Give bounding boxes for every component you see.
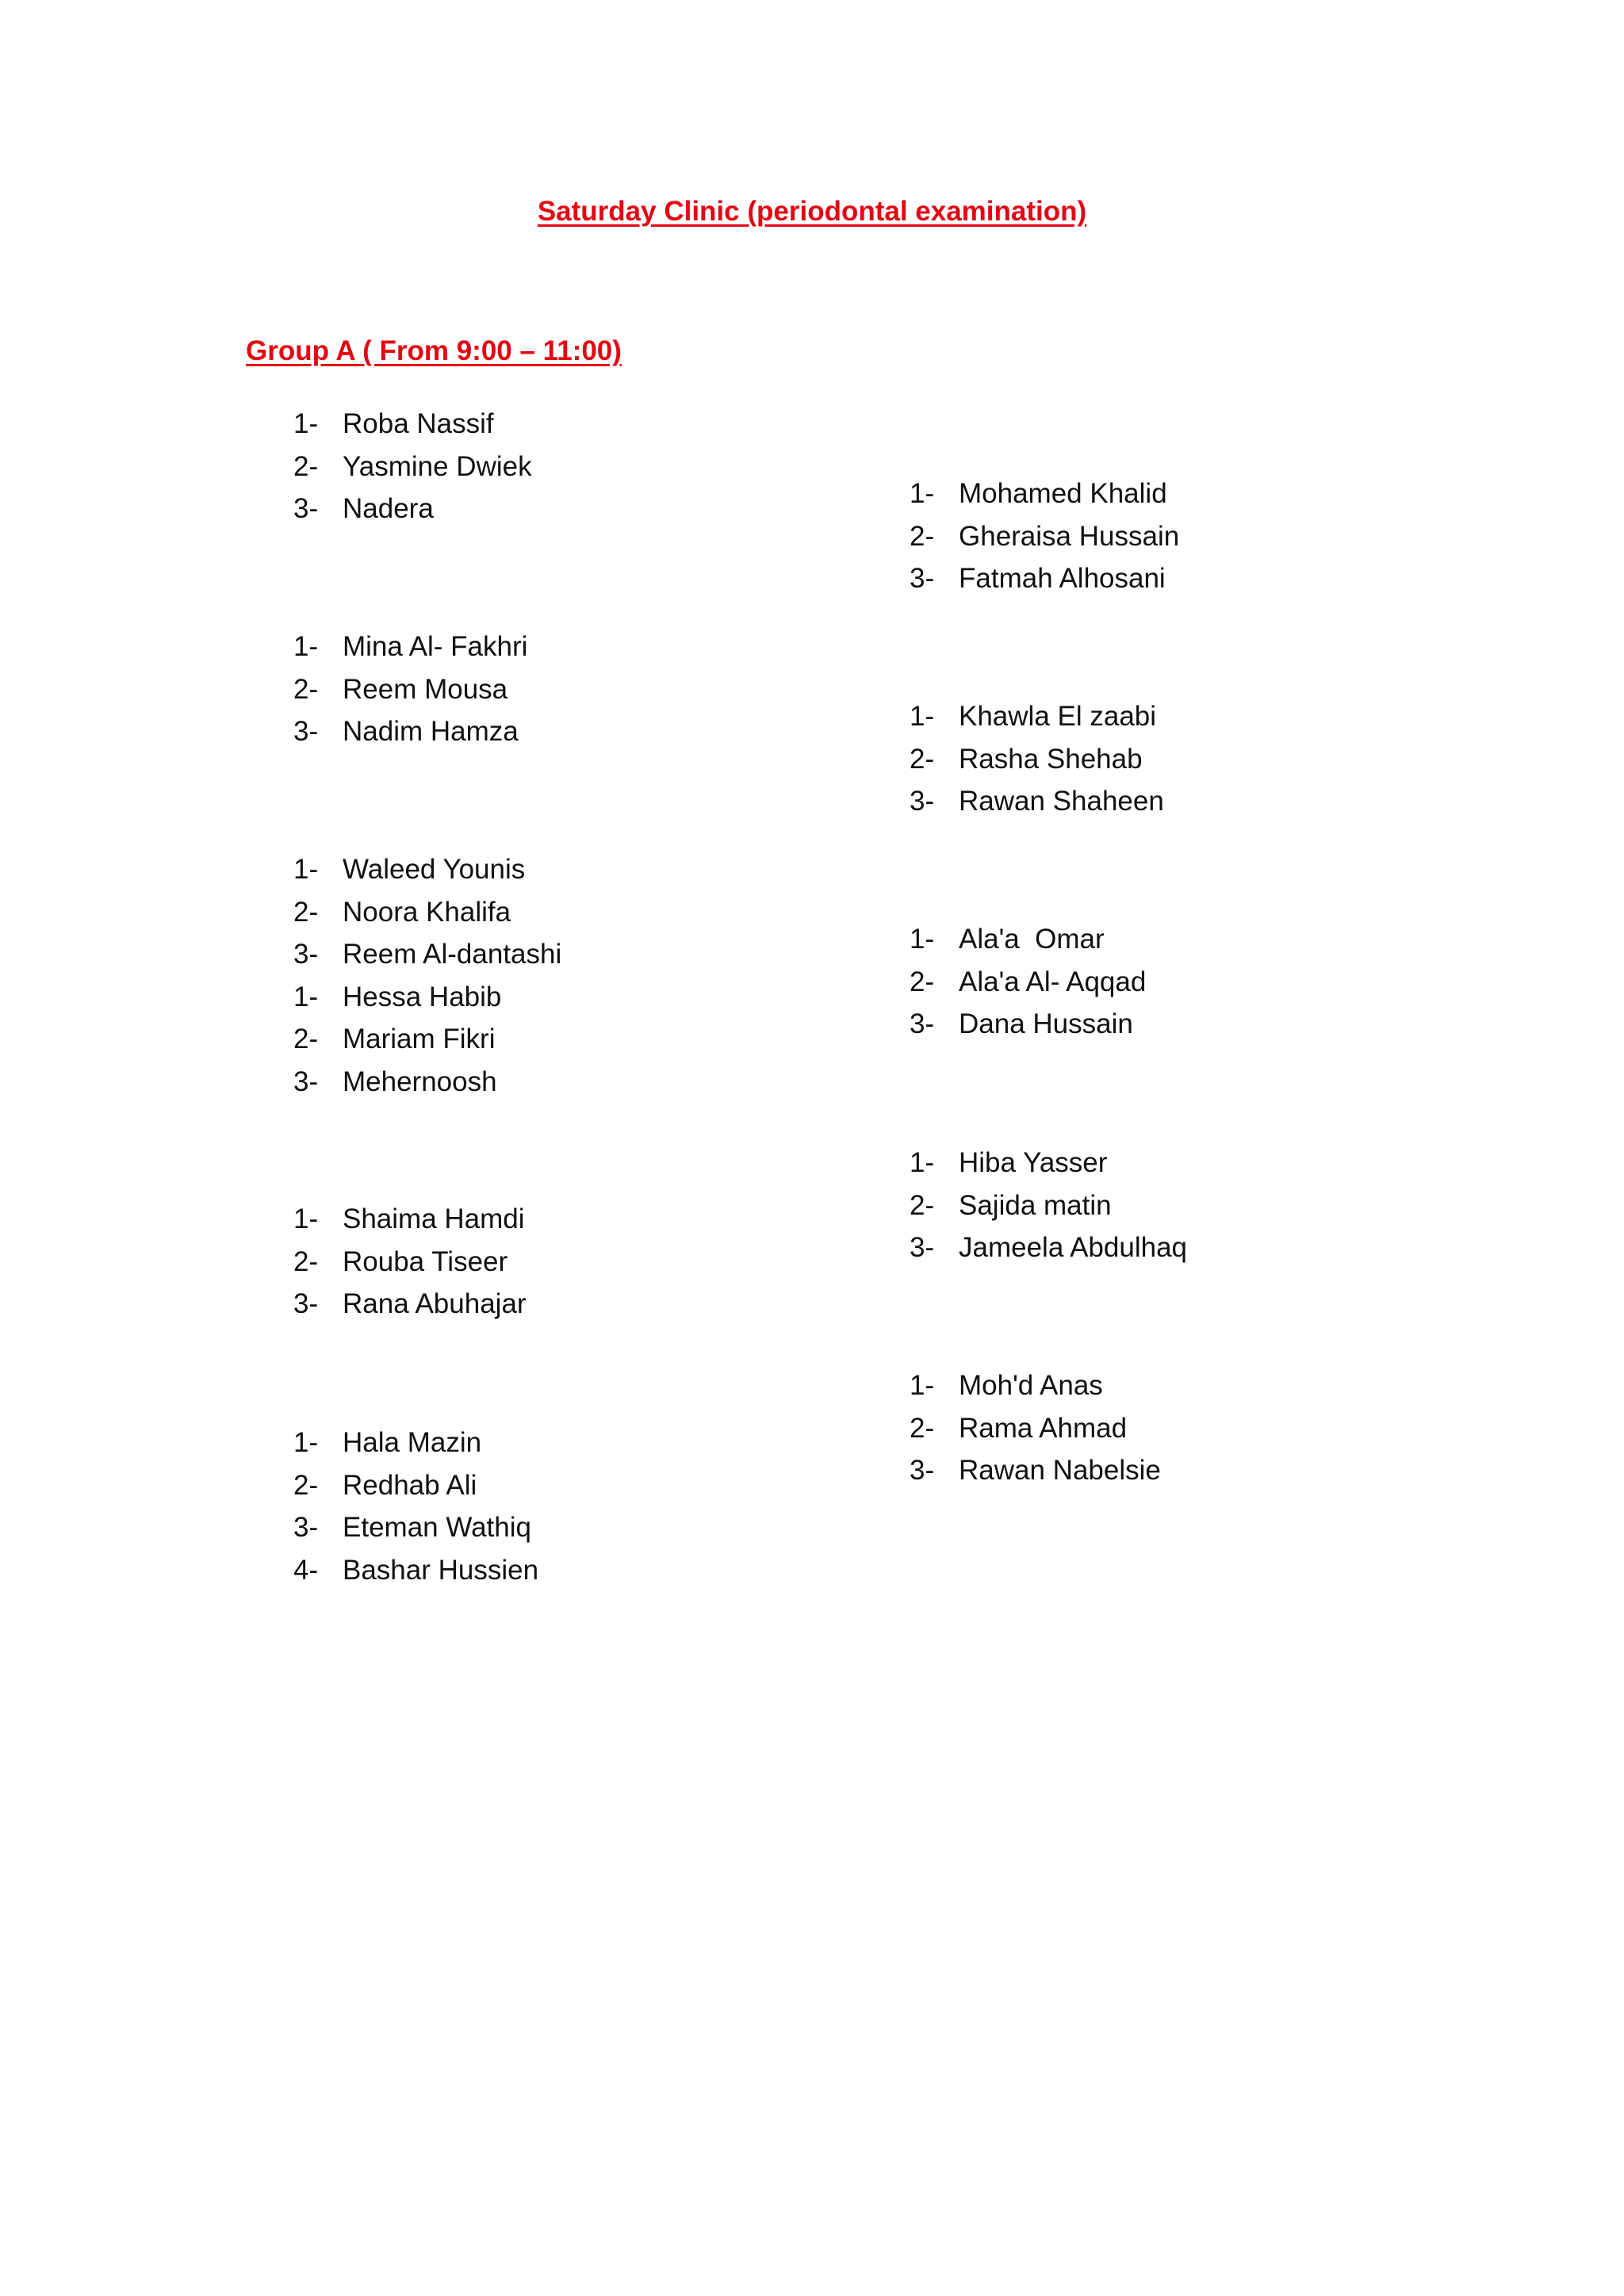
list-item <box>293 848 561 891</box>
student-name: Sajida matin <box>959 1189 1112 1221</box>
list-item <box>910 1142 1187 1184</box>
item-number: 1- <box>293 408 319 439</box>
list-item <box>293 446 532 488</box>
item-number: 1- <box>910 478 935 509</box>
list-item <box>293 1198 527 1241</box>
list-item <box>293 1283 527 1326</box>
left-name-list-1 <box>293 403 532 530</box>
item-number: 3- <box>910 1455 935 1486</box>
student-name: Hiba Yasser <box>959 1147 1108 1178</box>
item-number: 3- <box>293 939 319 970</box>
student-name: Rasha Shehab <box>959 743 1143 775</box>
student-name: Hala Mazin <box>343 1427 482 1458</box>
student-name: Mohamed Khalid <box>959 478 1167 509</box>
item-number: 3- <box>910 1232 935 1263</box>
left-name-list-5 <box>293 1422 538 1591</box>
item-number: 2- <box>910 1189 935 1221</box>
student-name: Waleed Younis <box>343 854 526 885</box>
list-item <box>293 933 561 976</box>
list-item <box>910 918 1146 961</box>
list-item <box>910 780 1164 823</box>
right-name-list-1 <box>910 473 1179 600</box>
item-number: 2- <box>293 1469 319 1501</box>
item-number: 2- <box>910 743 935 775</box>
list-item <box>293 403 532 446</box>
student-name: Shaima Hamdi <box>343 1203 525 1234</box>
left-name-list-4 <box>293 1198 527 1326</box>
list-item <box>910 557 1179 600</box>
student-name: Rana Abuhajar <box>343 1288 527 1319</box>
student-name: Mariam Fikri <box>343 1024 496 1054</box>
student-name: Rawan Nabelsie <box>959 1455 1161 1486</box>
list-item <box>293 891 561 934</box>
item-number: 2- <box>293 896 319 928</box>
list-item <box>293 1506 538 1549</box>
right-name-list-5 <box>910 1364 1161 1492</box>
student-name: Mehernoosh <box>343 1066 497 1097</box>
item-number: 3- <box>910 786 935 817</box>
list-item <box>293 488 532 530</box>
item-number: 1- <box>910 924 935 955</box>
list-item <box>293 1464 538 1507</box>
item-number: 3- <box>910 563 935 594</box>
item-number: 1- <box>910 701 935 732</box>
list-item <box>293 1018 561 1061</box>
student-name: Rouba Tiseer <box>343 1246 508 1277</box>
page-title: Saturday Clinic (periodontal examination) <box>537 196 1087 227</box>
item-number: 2- <box>293 673 319 705</box>
item-number: 3- <box>910 1008 935 1039</box>
list-item <box>910 1226 1187 1269</box>
student-name: Mina Al- Fakhri <box>343 631 528 662</box>
student-name: Dana Hussain <box>959 1008 1133 1039</box>
item-number: 4- <box>293 1554 319 1586</box>
list-item <box>293 1549 538 1592</box>
student-name: Eteman Wathiq <box>343 1512 531 1543</box>
student-name: Yasmine Dwiek <box>343 450 532 482</box>
student-name: Nadim Hamza <box>343 716 519 747</box>
student-name: Roba Nassif <box>343 408 494 439</box>
list-item <box>910 1003 1146 1046</box>
student-name: Moh'd Anas <box>959 1370 1103 1401</box>
list-item <box>910 515 1179 558</box>
student-name: Rawan Shaheen <box>959 786 1164 817</box>
item-number: 2- <box>293 450 319 482</box>
student-name: Hessa Habib <box>343 981 502 1012</box>
student-name: Ala'a Al- Aqqad <box>959 966 1147 997</box>
item-number: 1- <box>293 631 319 662</box>
item-number: 2- <box>293 1024 319 1054</box>
item-number: 1- <box>293 854 319 885</box>
student-name: Nadera <box>343 493 434 524</box>
student-name: Reem Mousa <box>343 673 508 705</box>
student-name: Gheraisa Hussain <box>959 520 1180 552</box>
group-heading: Group A ( From 9:00 – 11:00) <box>246 335 622 366</box>
list-item <box>910 961 1146 1004</box>
right-name-list-3 <box>910 918 1146 1046</box>
student-name: Ala'a Omar <box>959 924 1105 955</box>
item-number: 2- <box>293 1246 319 1277</box>
student-name: Reem Al-dantashi <box>343 939 562 970</box>
list-item <box>910 738 1164 781</box>
item-number: 3- <box>293 716 319 747</box>
list-item <box>910 1449 1161 1492</box>
item-number: 2- <box>910 520 935 552</box>
list-item <box>910 695 1164 738</box>
student-name: Noora Khalifa <box>343 896 511 928</box>
student-name: Jameela Abdulhaq <box>959 1232 1187 1263</box>
list-item <box>910 1407 1161 1450</box>
list-item <box>293 668 527 711</box>
list-item <box>910 1364 1161 1407</box>
list-item <box>293 976 561 1019</box>
item-number: 2- <box>910 1412 935 1444</box>
item-number: 1- <box>910 1147 935 1178</box>
item-number: 3- <box>293 1066 319 1097</box>
list-item <box>910 473 1179 515</box>
list-item <box>293 1422 538 1464</box>
student-name: Khawla El zaabi <box>959 701 1157 732</box>
item-number: 3- <box>293 1288 319 1319</box>
list-item <box>293 1241 527 1284</box>
list-item <box>910 1184 1187 1227</box>
right-name-list-4 <box>910 1142 1187 1269</box>
item-number: 1- <box>293 1427 319 1458</box>
student-name: Fatmah Alhosani <box>959 563 1166 594</box>
item-number: 3- <box>293 493 319 524</box>
item-number: 2- <box>910 966 935 997</box>
item-number: 1- <box>910 1370 935 1401</box>
student-name: Redhab Ali <box>343 1469 477 1501</box>
list-item <box>293 1061 561 1104</box>
right-name-list-2 <box>910 695 1164 823</box>
list-item <box>293 710 527 753</box>
student-name: Bashar Hussien <box>343 1554 539 1586</box>
left-name-list-3 <box>293 848 561 1103</box>
list-item <box>293 626 527 668</box>
item-number: 1- <box>293 1203 319 1234</box>
item-number: 1- <box>293 981 319 1012</box>
left-name-list-2 <box>293 626 527 753</box>
student-name: Rama Ahmad <box>959 1412 1128 1444</box>
item-number: 3- <box>293 1512 319 1543</box>
